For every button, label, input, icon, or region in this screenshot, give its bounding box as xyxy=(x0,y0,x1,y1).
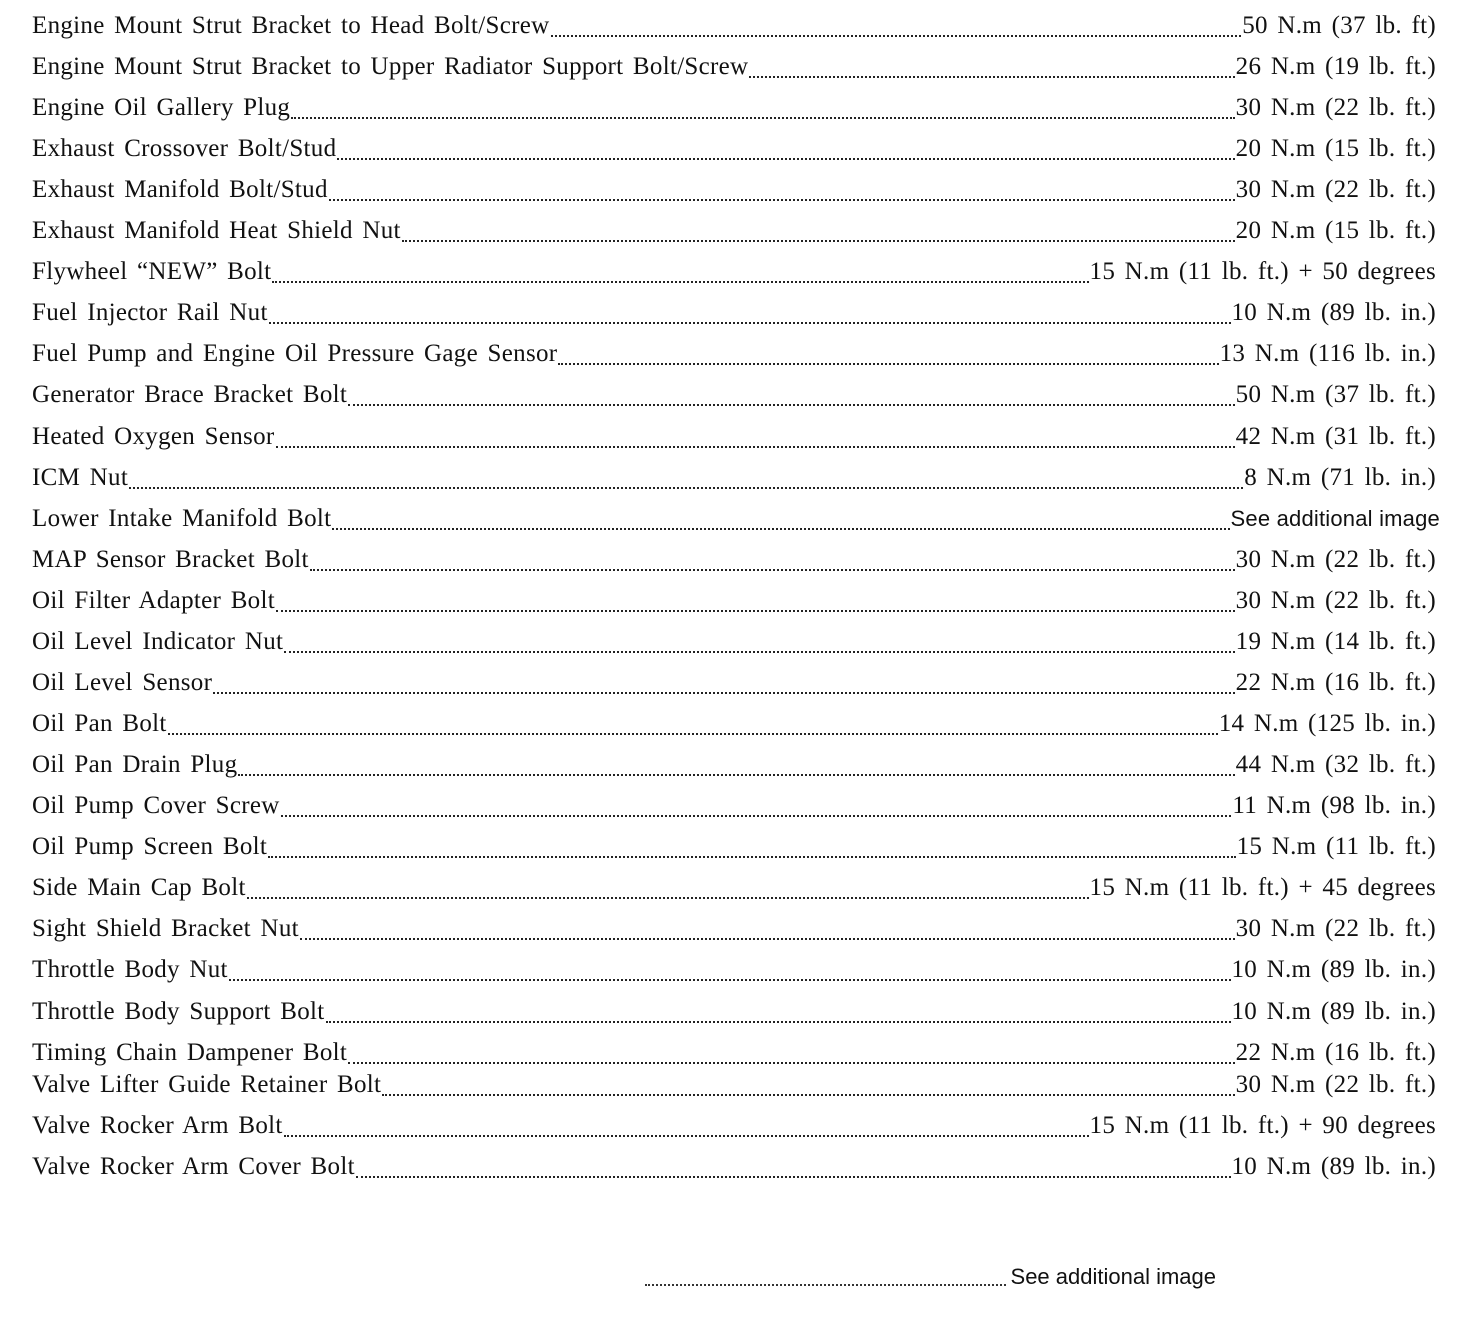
spec-row xyxy=(32,584,1436,618)
fastener-label: Lower Intake Manifold Bolt xyxy=(32,505,332,532)
spec-row xyxy=(32,789,1436,823)
torque-value: 30 N.m (22 lb. ft.) xyxy=(1235,176,1436,203)
torque-value: 10 N.m (89 lb. in.) xyxy=(1231,1153,1436,1180)
dot-leader xyxy=(269,300,1231,324)
fastener-label: Valve Rocker Arm Cover Bolt xyxy=(32,1153,355,1180)
torque-value: 30 N.m (22 lb. ft.) xyxy=(1235,1071,1436,1098)
dot-leader xyxy=(645,1264,1006,1286)
fastener-label: Generator Brace Bracket Bolt xyxy=(32,381,348,408)
torque-value: 30 N.m (22 lb. ft.) xyxy=(1235,587,1436,614)
spec-row xyxy=(32,214,1436,248)
fastener-label: Sight Shield Bracket Nut xyxy=(32,915,299,942)
torque-value: 26 N.m (19 lb. ft.) xyxy=(1235,53,1436,80)
dot-leader xyxy=(238,752,1234,776)
dot-leader xyxy=(168,711,1218,735)
spec-row xyxy=(32,543,1436,577)
dot-leader xyxy=(326,999,1231,1023)
spec-row xyxy=(32,666,1436,700)
dot-leader xyxy=(284,1113,1089,1137)
dot-leader xyxy=(291,95,1234,119)
spec-row xyxy=(32,748,1436,782)
fastener-label: Fuel Pump and Engine Oil Pressure Gage Sensor xyxy=(32,340,558,367)
fastener-label: Exhaust Crossover Bolt/Stud xyxy=(32,135,337,162)
fastener-label: Throttle Body Support Bolt xyxy=(32,998,325,1025)
spec-row xyxy=(32,1109,1436,1143)
torque-value: 14 N.m (125 lb. in.) xyxy=(1218,710,1436,737)
fastener-label: Engine Mount Strut Bracket to Head Bolt/Screw xyxy=(32,12,550,39)
dot-leader xyxy=(284,629,1234,653)
torque-value: 19 N.m (14 lb. ft.) xyxy=(1235,628,1436,655)
spec-row xyxy=(32,173,1436,207)
fastener-label: Exhaust Manifold Bolt/Stud xyxy=(32,176,328,203)
fastener-label: Oil Pump Screen Bolt xyxy=(32,833,268,860)
fastener-label: ICM Nut xyxy=(32,464,129,491)
dot-leader xyxy=(348,1040,1234,1064)
spec-row xyxy=(32,461,1436,495)
spec-row xyxy=(32,9,1436,43)
spec-row xyxy=(32,50,1436,84)
torque-value: 20 N.m (15 lb. ft.) xyxy=(1235,217,1436,244)
spec-row xyxy=(32,995,1436,1029)
fastener-label: Oil Pan Bolt xyxy=(32,710,167,737)
spec-row xyxy=(32,625,1436,659)
fastener-label: Oil Level Indicator Nut xyxy=(32,628,284,655)
spec-row xyxy=(32,132,1436,166)
torque-value: 42 N.m (31 lb. ft.) xyxy=(1235,423,1436,450)
fastener-label: Fuel Injector Rail Nut xyxy=(32,299,268,326)
fastener-label: Heated Oxygen Sensor xyxy=(32,423,275,450)
spec-row xyxy=(32,707,1436,741)
dot-leader xyxy=(337,136,1234,160)
dot-leader xyxy=(281,793,1232,817)
dot-leader xyxy=(272,259,1088,283)
torque-value: 10 N.m (89 lb. in.) xyxy=(1231,299,1436,326)
dot-leader xyxy=(402,218,1235,242)
spec-row xyxy=(32,912,1436,946)
fastener-label: Engine Oil Gallery Plug xyxy=(32,94,291,121)
spec-row xyxy=(32,378,1436,412)
dot-leader xyxy=(129,465,1243,489)
torque-value: 44 N.m (32 lb. ft.) xyxy=(1235,751,1436,778)
torque-value: 20 N.m (15 lb. ft.) xyxy=(1235,135,1436,162)
fastener-label: MAP Sensor Bracket Bolt xyxy=(32,546,309,573)
dot-leader xyxy=(329,177,1235,201)
spec-row xyxy=(32,1068,1436,1102)
dot-leader xyxy=(247,875,1089,899)
dot-leader xyxy=(229,957,1231,981)
fastener-label: Timing Chain Dampener Bolt xyxy=(32,1039,348,1066)
dot-leader xyxy=(310,547,1235,571)
dot-leader xyxy=(300,916,1235,940)
spec-row xyxy=(32,420,1436,454)
spec-row xyxy=(32,91,1436,125)
dot-leader xyxy=(332,506,1229,530)
torque-value: 13 N.m (116 lb. in.) xyxy=(1219,340,1436,367)
spec-row xyxy=(32,1036,1436,1070)
fastener-label: Valve Rocker Arm Bolt xyxy=(32,1112,283,1139)
see-additional-image-note: See additional image xyxy=(1230,506,1440,531)
fastener-label: Flywheel “NEW” Bolt xyxy=(32,258,272,285)
dot-leader xyxy=(276,424,1235,448)
fastener-label: Engine Mount Strut Bracket to Upper Radiator Support Bolt/Screw xyxy=(32,53,749,80)
spec-row xyxy=(32,337,1436,371)
fastener-label: Oil Pump Cover Screw xyxy=(32,792,280,819)
torque-value: 15 N.m (11 lb. ft.) + 50 degrees xyxy=(1089,258,1436,285)
footer-see-additional-image: See additional image xyxy=(1010,1264,1216,1289)
torque-value: 30 N.m (22 lb. ft.) xyxy=(1235,915,1436,942)
spec-row xyxy=(32,502,1440,536)
fastener-label: Oil Pan Drain Plug xyxy=(32,751,238,778)
dot-leader xyxy=(348,382,1234,406)
spec-row xyxy=(32,296,1436,330)
torque-value: 22 N.m (16 lb. ft.) xyxy=(1235,669,1436,696)
dot-leader xyxy=(382,1072,1234,1096)
torque-value: 8 N.m (71 lb. in.) xyxy=(1244,464,1436,491)
torque-value: 50 N.m (37 lb. ft.) xyxy=(1235,381,1436,408)
fastener-label: Oil Filter Adapter Bolt xyxy=(32,587,275,614)
spec-row xyxy=(32,953,1436,987)
spec-row xyxy=(32,255,1436,289)
dot-leader xyxy=(268,834,1235,858)
footer-note xyxy=(644,1262,1216,1292)
dot-leader xyxy=(213,670,1234,694)
spec-row xyxy=(32,830,1436,864)
torque-value: 10 N.m (89 lb. in.) xyxy=(1231,956,1436,983)
fastener-label: Exhaust Manifold Heat Shield Nut xyxy=(32,217,401,244)
torque-value: 15 N.m (11 lb. ft.) + 45 degrees xyxy=(1089,874,1436,901)
fastener-label: Oil Level Sensor xyxy=(32,669,213,696)
torque-value: 30 N.m (22 lb. ft.) xyxy=(1235,94,1436,121)
spec-row xyxy=(32,871,1436,905)
fastener-label: Side Main Cap Bolt xyxy=(32,874,246,901)
torque-value: 30 N.m (22 lb. ft.) xyxy=(1235,546,1436,573)
dot-leader xyxy=(276,588,1235,612)
dot-leader xyxy=(558,341,1218,365)
torque-value: 22 N.m (16 lb. ft.) xyxy=(1235,1039,1436,1066)
torque-value: 50 N.m (37 lb. ft) xyxy=(1242,12,1436,39)
dot-leader xyxy=(356,1154,1231,1178)
torque-value: 15 N.m (11 lb. ft.) xyxy=(1236,833,1436,860)
torque-value: 11 N.m (98 lb. in.) xyxy=(1232,792,1436,819)
dot-leader xyxy=(749,54,1234,78)
spec-row xyxy=(32,1150,1436,1184)
fastener-label: Valve Lifter Guide Retainer Bolt xyxy=(32,1071,382,1098)
dot-leader xyxy=(551,13,1242,37)
fastener-label: Throttle Body Nut xyxy=(32,956,228,983)
torque-value: 15 N.m (11 lb. ft.) + 90 degrees xyxy=(1089,1112,1436,1139)
torque-value: 10 N.m (89 lb. in.) xyxy=(1231,998,1436,1025)
